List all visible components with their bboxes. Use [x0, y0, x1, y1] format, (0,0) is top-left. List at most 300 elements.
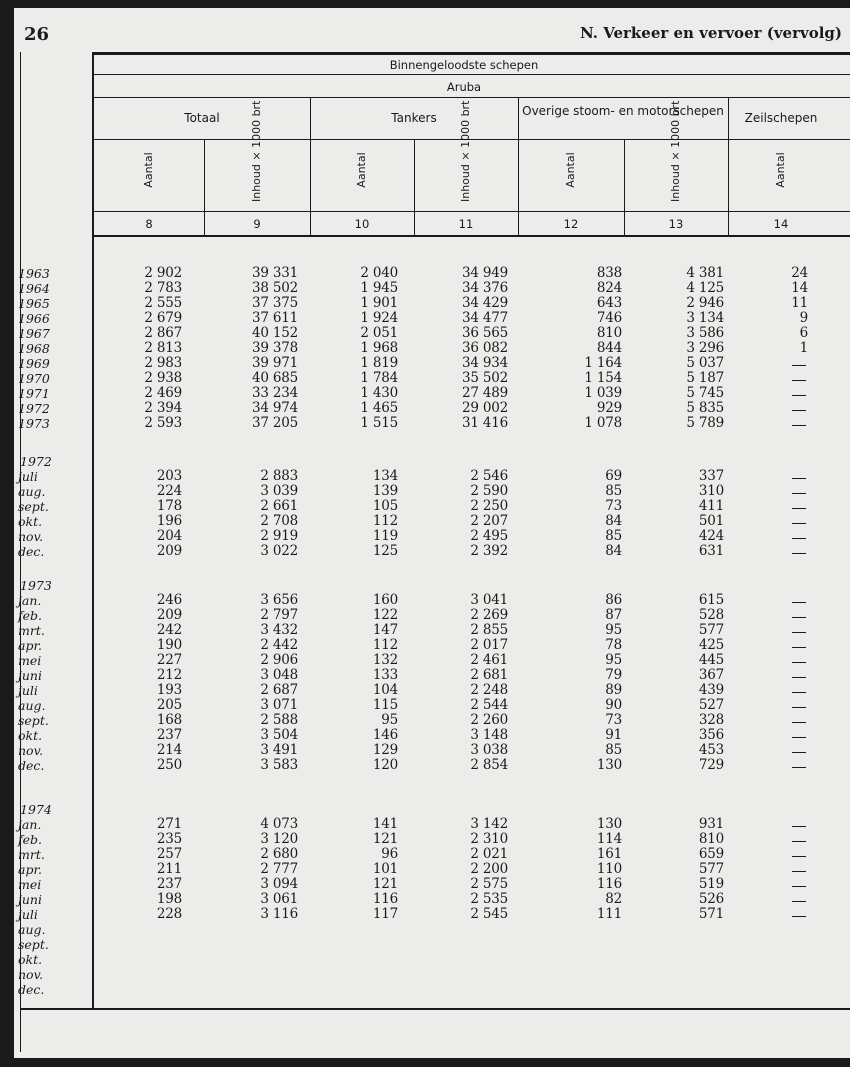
table-cell: 2 681: [470, 667, 508, 683]
table-cell: 528: [698, 607, 724, 623]
table-cell: 5 835: [686, 400, 724, 416]
table-cell: 227: [156, 652, 182, 668]
column-number-5: 12: [563, 217, 579, 231]
table-cell: 130: [596, 757, 622, 773]
table-cell: 3 142: [470, 816, 508, 832]
table-cell: 1: [799, 340, 808, 356]
table-cell: 130: [596, 816, 622, 832]
table-cell: 146: [372, 727, 398, 743]
cell-dash: [792, 508, 806, 509]
table-cell: 116: [596, 876, 622, 892]
table-cell: 85: [605, 528, 622, 544]
table-cell: 1 154: [584, 370, 622, 386]
table-cell: 4 381: [686, 265, 724, 281]
table-cell: 810: [596, 325, 622, 341]
table-cell: 235: [156, 831, 182, 847]
table-cell: 615: [698, 592, 724, 608]
table-cell: 3 071: [260, 697, 298, 713]
table-cell: 2 260: [470, 712, 508, 728]
row-label: mei: [18, 877, 42, 892]
table-cell: 1 164: [584, 355, 622, 371]
table-cell: 527: [698, 697, 724, 713]
table-cell: 2 575: [470, 876, 508, 892]
table-cell: 2 250: [470, 498, 508, 514]
header-group-rule: [94, 74, 850, 75]
table-cell: 147: [372, 622, 398, 638]
document-page: [14, 8, 850, 1058]
table-cell: 3 048: [260, 667, 298, 683]
table-cell: 160: [372, 592, 398, 608]
cell-dash: [792, 380, 806, 381]
header-sublabel-5: Aantal: [564, 152, 577, 188]
table-cell: 1 078: [584, 415, 622, 431]
table-cell: 40 152: [251, 325, 298, 341]
row-label: mrt.: [18, 623, 45, 638]
table-cell: 631: [698, 543, 724, 559]
cell-dash: [792, 677, 806, 678]
table-cell: 27 489: [461, 385, 508, 401]
header-sublabel-7: Aantal: [774, 152, 787, 188]
row-label: aug.: [18, 922, 46, 937]
cell-dash: [792, 395, 806, 396]
table-cell: 824: [596, 280, 622, 296]
table-cell: 2 310: [470, 831, 508, 847]
cell-dash: [792, 692, 806, 693]
table-cell: 411: [698, 498, 724, 514]
table-cell: 310: [698, 483, 724, 499]
table-cell: 5 037: [686, 355, 724, 371]
table-cell: 2 051: [360, 325, 398, 341]
table-cell: 119: [372, 528, 398, 544]
table-cell: 3 039: [260, 483, 298, 499]
table-cell: 214: [156, 742, 182, 758]
row-label: dec.: [18, 758, 45, 773]
row-label: 1967: [18, 326, 50, 341]
table-cell: 212: [156, 667, 182, 683]
table-cell: 34 376: [461, 280, 508, 296]
row-label: jan.: [18, 817, 42, 832]
table-cell: 2 983: [144, 355, 182, 371]
table-cell: 178: [156, 498, 182, 514]
table-cell: 122: [372, 607, 398, 623]
table-cell: 6: [799, 325, 808, 341]
table-cell: 2 593: [144, 415, 182, 431]
row-label: juni: [18, 892, 42, 907]
table-cell: 2 797: [260, 607, 298, 623]
table-cell: 2 200: [470, 861, 508, 877]
table-cell: 3 583: [260, 757, 298, 773]
row-label: aug.: [18, 698, 46, 713]
table-cell: 2 207: [470, 513, 508, 529]
cell-dash: [792, 425, 806, 426]
column-number-1: 8: [145, 217, 153, 231]
table-cell: 35 502: [461, 370, 508, 386]
table-cell: 3 586: [686, 325, 724, 341]
table-cell: 91: [605, 727, 622, 743]
table-cell: 2 946: [686, 295, 724, 311]
table-cell: 198: [156, 891, 182, 907]
cell-dash: [792, 856, 806, 857]
table-cell: 85: [605, 483, 622, 499]
table-cell: 37 611: [251, 310, 298, 326]
table-cell: 3 061: [260, 891, 298, 907]
row-label: nov.: [18, 967, 44, 982]
table-cell: 271: [156, 816, 182, 832]
table-cell: 337: [698, 468, 724, 484]
table-cell: 129: [372, 742, 398, 758]
table-cell: 95: [381, 712, 398, 728]
table-cell: 2 679: [144, 310, 182, 326]
table-cell: 193: [156, 682, 182, 698]
row-label: dec.: [18, 544, 45, 559]
cell-dash: [792, 826, 806, 827]
table-cell: 69: [605, 468, 622, 484]
table-cell: 90: [605, 697, 622, 713]
table-cell: 95: [605, 622, 622, 638]
row-label: jan.: [18, 593, 42, 608]
row-label: dec.: [18, 982, 45, 997]
table-cell: 168: [156, 712, 182, 728]
table-cell: 242: [156, 622, 182, 638]
table-cell: 5 187: [686, 370, 724, 386]
table-cell: 39 378: [251, 340, 298, 356]
table-cell: 87: [605, 607, 622, 623]
table-cell: 209: [156, 607, 182, 623]
table-cell: 246: [156, 592, 182, 608]
table-cell: 2 461: [470, 652, 508, 668]
cell-dash: [792, 553, 806, 554]
table-cell: 38 502: [251, 280, 298, 296]
table-cell: 501: [698, 513, 724, 529]
table-cell: 11: [791, 295, 808, 311]
table-cell: 2 394: [144, 400, 182, 416]
table-cell: 205: [156, 697, 182, 713]
table-cell: 2 777: [260, 861, 298, 877]
table-cell: 209: [156, 543, 182, 559]
table-cell: 2 680: [260, 846, 298, 862]
row-label: 1965: [18, 296, 50, 311]
table-cell: 1 515: [360, 415, 398, 431]
table-cell: 37 375: [251, 295, 298, 311]
table-cell: 3 116: [260, 906, 298, 922]
column-number-6: 13: [668, 217, 684, 231]
cell-dash: [792, 916, 806, 917]
header-group-1: Totaal: [184, 111, 220, 125]
cell-dash: [792, 523, 806, 524]
row-label: nov.: [18, 529, 44, 544]
cell-dash: [792, 538, 806, 539]
table-cell: 3 134: [686, 310, 724, 326]
table-cell: 224: [156, 483, 182, 499]
row-label: 1969: [18, 356, 50, 371]
table-cell: 9: [799, 310, 808, 326]
table-cell: 2 938: [144, 370, 182, 386]
row-label: okt.: [18, 952, 43, 967]
row-label: apr.: [18, 862, 43, 877]
table-cell: 111: [596, 906, 622, 922]
table-cell: 39 331: [251, 265, 298, 281]
column-number-3: 10: [354, 217, 370, 231]
table-cell: 82: [605, 891, 622, 907]
table-cell: 2 545: [470, 906, 508, 922]
table-cell: 2 906: [260, 652, 298, 668]
row-label: okt.: [18, 514, 43, 529]
cell-dash: [792, 602, 806, 603]
row-label: 1973: [18, 416, 50, 431]
table-cell: 844: [596, 340, 622, 356]
table-cell: 34 429: [461, 295, 508, 311]
table-cell: 3 656: [260, 592, 298, 608]
table-cell: 2 687: [260, 682, 298, 698]
table-cell: 86: [605, 592, 622, 608]
row-label: 1963: [18, 266, 50, 281]
table-cell: 2 854: [470, 757, 508, 773]
column-number-7: 14: [773, 217, 789, 231]
header-group-separator-1: [310, 98, 311, 236]
cell-dash: [792, 478, 806, 479]
header-sublabel-6: Inhoud × 1000 brt: [669, 100, 682, 202]
table-cell: 24: [791, 265, 808, 281]
header-labels-rule: [94, 211, 850, 212]
row-label: okt.: [18, 728, 43, 743]
table-cell: 31 416: [461, 415, 508, 431]
table-cell: 250: [156, 757, 182, 773]
table-cell: 84: [605, 513, 622, 529]
row-label: juni: [18, 668, 42, 683]
row-label: 1964: [18, 281, 50, 296]
row-label: juli: [18, 907, 38, 922]
table-cell: 73: [605, 712, 622, 728]
table-cell: 2 661: [260, 498, 298, 514]
table-cell: 85: [605, 742, 622, 758]
header-group-2: Tankers: [391, 111, 437, 125]
table-cell: 424: [698, 528, 724, 544]
table-cell: 3 094: [260, 876, 298, 892]
table-cell: 2 883: [260, 468, 298, 484]
cell-dash: [792, 707, 806, 708]
table-cell: 810: [698, 831, 724, 847]
table-cell: 196: [156, 513, 182, 529]
table-cell: 2 590: [470, 483, 508, 499]
column-number-2: 9: [253, 217, 261, 231]
row-label: mei: [18, 653, 42, 668]
table-cell: 2 546: [470, 468, 508, 484]
table-cell: 89: [605, 682, 622, 698]
table-cell: 1 819: [360, 355, 398, 371]
table-cell: 2 544: [470, 697, 508, 713]
table-cell: 3 120: [260, 831, 298, 847]
table-cell: 2 469: [144, 385, 182, 401]
table-cell: 328: [698, 712, 724, 728]
header-groups-rule: [94, 139, 850, 140]
table-cell: 134: [372, 468, 398, 484]
table-cell: 1 901: [360, 295, 398, 311]
table-cell: 78: [605, 637, 622, 653]
table-cell: 931: [698, 816, 724, 832]
table-cell: 643: [596, 295, 622, 311]
table-cell: 1 465: [360, 400, 398, 416]
table-cell: 125: [372, 543, 398, 559]
header-group-3: Overige stoom- en motorschepen: [522, 104, 724, 118]
table-cell: 2 442: [260, 637, 298, 653]
table-cell: 34 949: [461, 265, 508, 281]
table-cell: 3 148: [470, 727, 508, 743]
table-cell: 2 248: [470, 682, 508, 698]
table-cell: 838: [596, 265, 622, 281]
table-cell: 2 919: [260, 528, 298, 544]
header-sublabel-4: Inhoud × 1000 brt: [459, 100, 472, 202]
header-bottom-rule: [94, 235, 850, 237]
table-cell: 1 784: [360, 370, 398, 386]
cell-dash: [792, 662, 806, 663]
table-cell: 356: [698, 727, 724, 743]
row-label: sept.: [18, 937, 49, 952]
table-cell: 204: [156, 528, 182, 544]
table-cell: 36 082: [461, 340, 508, 356]
row-label: mrt.: [18, 847, 45, 862]
header-sublabel-2: Inhoud × 1000 brt: [250, 100, 263, 202]
table-cell: 161: [596, 846, 622, 862]
row-label: 1966: [18, 311, 50, 326]
page-number: 26: [24, 24, 50, 45]
table-cell: 95: [605, 652, 622, 668]
table-cell: 2 867: [144, 325, 182, 341]
table-cell: 141: [372, 816, 398, 832]
table-cell: 659: [698, 846, 724, 862]
table-cell: 117: [372, 906, 398, 922]
table-cell: 3 296: [686, 340, 724, 356]
row-label: sept.: [18, 713, 49, 728]
running-head: N. Verkeer en vervoer (vervolg): [580, 24, 842, 42]
table-cell: 228: [156, 906, 182, 922]
cell-dash: [792, 410, 806, 411]
row-label: juli: [18, 469, 38, 484]
table-cell: 3 041: [470, 592, 508, 608]
table-cell: 33 234: [251, 385, 298, 401]
table-cell: 729: [698, 757, 724, 773]
table-cell: 1 430: [360, 385, 398, 401]
table-cell: 2 269: [470, 607, 508, 623]
table-cell: 5 789: [686, 415, 724, 431]
table-cell: 132: [372, 652, 398, 668]
table-cell: 115: [372, 697, 398, 713]
table-cell: 3 491: [260, 742, 298, 758]
table-cell: 105: [372, 498, 398, 514]
row-label: juli: [18, 683, 38, 698]
table-cell: 577: [698, 622, 724, 638]
table-cell: 571: [698, 906, 724, 922]
table-cell: 34 934: [461, 355, 508, 371]
table-cell: 2 813: [144, 340, 182, 356]
table-cell: 3 432: [260, 622, 298, 638]
table-cell: 2 040: [360, 265, 398, 281]
table-cell: 34 974: [251, 400, 298, 416]
cell-dash: [792, 722, 806, 723]
cell-dash: [792, 737, 806, 738]
cell-dash: [792, 493, 806, 494]
table-cell: 116: [372, 891, 398, 907]
segment-title: 1973: [20, 578, 52, 593]
table-cell: 40 685: [251, 370, 298, 386]
table-cell: 101: [372, 861, 398, 877]
table-cell: 190: [156, 637, 182, 653]
table-cell: 29 002: [461, 400, 508, 416]
cell-dash: [792, 767, 806, 768]
cell-dash: [792, 365, 806, 366]
table-cell: 34 477: [461, 310, 508, 326]
table-cell: 2 495: [470, 528, 508, 544]
row-label: feb.: [18, 608, 42, 623]
row-label: apr.: [18, 638, 43, 653]
table-cell: 425: [698, 637, 724, 653]
table-cell: 211: [156, 861, 182, 877]
table-cell: 120: [372, 757, 398, 773]
header-sublabel-1: Aantal: [142, 152, 155, 188]
table-cell: 36 565: [461, 325, 508, 341]
table-cell: 1 924: [360, 310, 398, 326]
table-cell: 439: [698, 682, 724, 698]
table-cell: 2 017: [470, 637, 508, 653]
table-cell: 114: [596, 831, 622, 847]
table-cell: 104: [372, 682, 398, 698]
table-cell: 121: [372, 876, 398, 892]
cell-dash: [792, 886, 806, 887]
row-label: feb.: [18, 832, 42, 847]
header-region: Aruba: [446, 80, 482, 94]
bottom-rule: [20, 1008, 850, 1010]
header-group-separator-2: [518, 98, 519, 236]
header-region-rule: [94, 97, 850, 98]
table-cell: 2 708: [260, 513, 298, 529]
table-cell: 2 021: [470, 846, 508, 862]
table-cell: 133: [372, 667, 398, 683]
segment-title: 1974: [20, 802, 52, 817]
table-cell: 4 125: [686, 280, 724, 296]
header-group-4: Zeilschepen: [744, 111, 818, 125]
table-cell: 2 392: [470, 543, 508, 559]
table-cell: 112: [372, 637, 398, 653]
table-cell: 929: [596, 400, 622, 416]
table-cell: 139: [372, 483, 398, 499]
header-sublabel-3: Aantal: [355, 152, 368, 188]
table-cell: 84: [605, 543, 622, 559]
table-cell: 2 783: [144, 280, 182, 296]
table-cell: 3 504: [260, 727, 298, 743]
table-cell: 2 855: [470, 622, 508, 638]
table-cell: 257: [156, 846, 182, 862]
header-group: Binnengeloodste schepen: [389, 58, 539, 72]
table-cell: 203: [156, 468, 182, 484]
table-cell: 237: [156, 876, 182, 892]
table-cell: 2 535: [470, 891, 508, 907]
cell-dash: [792, 752, 806, 753]
table-cell: 14: [791, 280, 808, 296]
cell-dash: [792, 901, 806, 902]
cell-dash: [792, 841, 806, 842]
header-group-separator-3: [728, 98, 729, 236]
table-cell: 96: [381, 846, 398, 862]
table-cell: 110: [596, 861, 622, 877]
table-cell: 526: [698, 891, 724, 907]
row-label: 1972: [18, 401, 50, 416]
row-label: 1970: [18, 371, 50, 386]
table-cell: 2 555: [144, 295, 182, 311]
table-cell: 39 971: [251, 355, 298, 371]
table-cell: 519: [698, 876, 724, 892]
row-label: sept.: [18, 499, 49, 514]
table-cell: 2 902: [144, 265, 182, 281]
table-cell: 1 968: [360, 340, 398, 356]
